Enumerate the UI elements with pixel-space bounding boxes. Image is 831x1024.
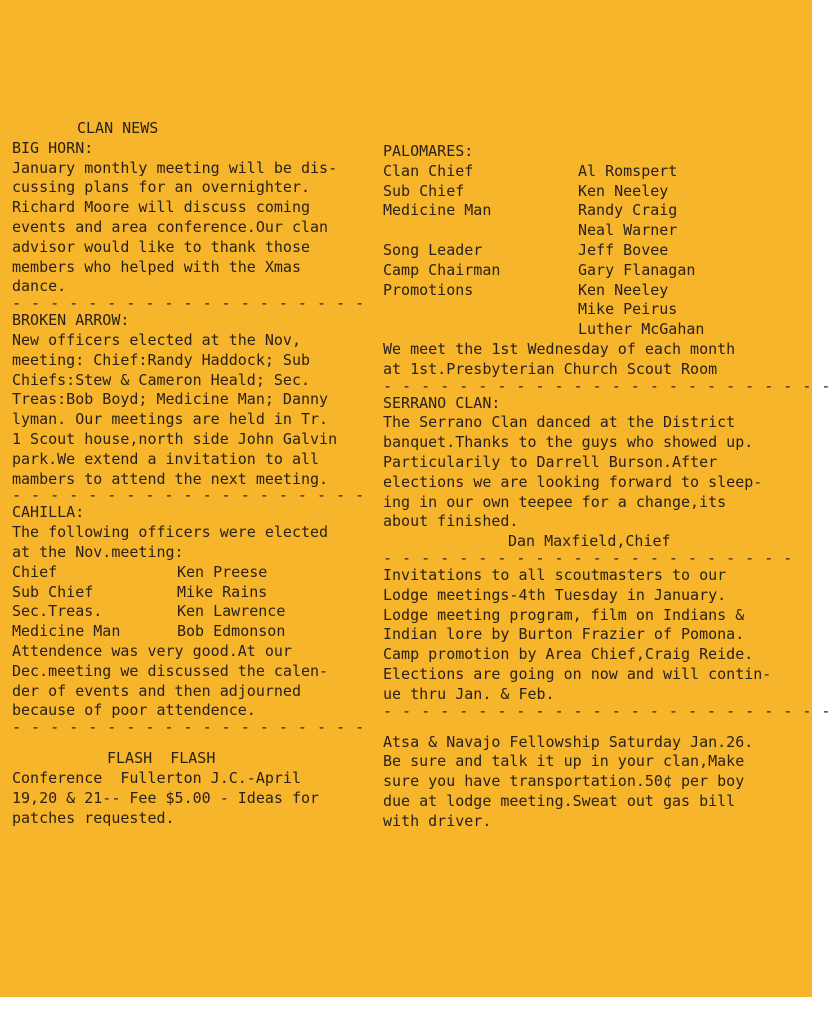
officer-role: [383, 320, 578, 340]
big-horn-line: members who helped with the Xmas: [12, 257, 301, 276]
officer-name: Neal Warner: [578, 221, 678, 240]
officer-role: Chief: [12, 562, 58, 581]
divider: - - - - - - - - - - - - - - - - - - -: [12, 718, 365, 737]
broken-arrow-section: [12, 311, 362, 489]
serrano-signature: Dan Maxfield,Chief: [508, 532, 671, 551]
officer-role: Sub Chief: [383, 181, 465, 200]
cahuilla-line: der of events and then adjourned: [12, 681, 301, 700]
broken-arrow-line: park.We extend a invitation to all: [12, 449, 320, 468]
serrano-line: ing in our own teepee for a change,its: [383, 492, 727, 511]
left-column: [12, 119, 365, 828]
officer-name: Mike Rains: [177, 582, 268, 601]
cahuilla-officer-list: [12, 563, 362, 642]
cahuilla-heading: CAHILLA:: [12, 503, 85, 522]
big-horn-line: dance.: [12, 277, 67, 296]
big-horn-line: advisor would like to thank those: [12, 237, 311, 256]
officer-role: Clan Chief: [383, 161, 474, 180]
officer-role: Promotions: [383, 280, 474, 299]
cahuilla-intro-line: at the Nov.meeting:: [12, 542, 184, 561]
officer-role: [383, 300, 578, 320]
big-horn-line: Richard Moore will discuss coming: [12, 198, 311, 217]
broken-arrow-line: 1 Scout house,north side John Galvin: [12, 429, 338, 448]
officer-role: Sub Chief: [12, 582, 94, 601]
palomares-section: [383, 142, 803, 380]
flash-line: Conference Fullerton J.C.-April: [12, 768, 301, 787]
serrano-line: Particularily to Darrell Burson.After: [383, 452, 718, 471]
big-horn-section: [12, 139, 362, 297]
lodge-line: Indian lore by Burton Frazier of Pomona.: [383, 625, 745, 644]
officer-role: Song Leader: [383, 240, 483, 259]
officer-role: Camp Chairman: [383, 260, 501, 279]
serrano-line: about finished.: [383, 512, 519, 531]
fellowship-line: Atsa & Navajo Fellowship Saturday Jan.26.: [383, 732, 754, 751]
lodge-line: Invitations to all scoutmasters to our: [383, 565, 727, 584]
serrano-line: banquet.Thanks to the guys who showed up.: [383, 433, 754, 452]
palomares-line: at 1st.Presbyterian Church Scout Room: [383, 359, 718, 378]
palomares-officer-list: [383, 162, 803, 340]
broken-arrow-line: mambers to attend the next meeting.: [12, 469, 329, 488]
officer-name: Mike Peirus: [578, 300, 678, 319]
broken-arrow-line: lyman. Our meetings are held in Tr.: [12, 410, 329, 429]
officer-name: Randy Craig: [578, 201, 678, 220]
broken-arrow-line: meeting: Chief:Randy Haddock; Sub: [12, 350, 311, 369]
divider: - - - - - - - - - - - - - - - - - - -: [12, 486, 365, 505]
divider: - - - - - - - - - - - - - - - - - - - - - - - -: [383, 376, 831, 395]
fellowship-line: Be sure and talk it up in your clan,Make: [383, 752, 745, 771]
big-horn-heading: BIG HORN:: [12, 138, 94, 157]
fellowship-section: [383, 733, 803, 832]
divider: - - - - - - - - - - - - - - - - - - - - - -: [383, 548, 793, 567]
officer-name: Gary Flanagan: [578, 260, 696, 279]
officer-name: Ken Lawrence: [177, 602, 286, 621]
lodge-section: [383, 566, 803, 705]
officer-name: Ken Preese: [177, 562, 268, 581]
page-title: CLAN NEWS: [77, 119, 159, 137]
serrano-section: [383, 394, 803, 552]
officer-name: Ken Neeley: [578, 181, 669, 200]
cahuilla-intro-line: The following officers were elected: [12, 523, 329, 542]
serrano-heading: SERRANO CLAN:: [383, 393, 501, 412]
fellowship-line: due at lodge meeting.Sweat out gas bill: [383, 791, 736, 810]
officer-role: Sec.Treas.: [12, 602, 103, 621]
palomares-line: We meet the 1st Wednesday of each month: [383, 339, 736, 358]
broken-arrow-heading: BROKEN ARROW:: [12, 311, 130, 330]
divider: - - - - - - - - - - - - - - - - - - -: [12, 294, 365, 313]
big-horn-line: events and area conference.Our clan: [12, 217, 329, 236]
lodge-line: Camp promotion by Area Chief,Craig Reide.: [383, 645, 754, 664]
broken-arrow-line: Chiefs:Stew & Cameron Heald; Sec.: [12, 370, 311, 389]
serrano-line: elections we are looking forward to sleep-: [383, 472, 763, 491]
lodge-line: Lodge meeting program, film on Indians &: [383, 605, 745, 624]
cahuilla-line: Attendence was very good.At our: [12, 641, 292, 660]
divider: - - - - - - - - - - - - - - - - - - - - - - - -: [383, 701, 831, 720]
big-horn-line: cussing plans for an overnighter.: [12, 178, 311, 197]
cahuilla-line: because of poor attendence.: [12, 701, 256, 720]
flash-heading: FLASH FLASH: [107, 749, 216, 768]
officer-name: Luther McGahan: [578, 320, 705, 339]
broken-arrow-line: New officers elected at the Nov,: [12, 330, 301, 349]
broken-arrow-line: Treas:Bob Boyd; Medicine Man; Danny: [12, 390, 329, 409]
lodge-line: ue thru Jan. & Feb.: [383, 684, 555, 703]
big-horn-line: January monthly meeting will be dis-: [12, 158, 338, 177]
fellowship-line: with driver.: [383, 811, 492, 830]
cahuilla-section: [12, 503, 362, 721]
lodge-line: Elections are going on now and will contin-: [383, 664, 772, 683]
officer-name: Jeff Bovee: [578, 240, 669, 259]
lodge-line: Lodge meetings-4th Tuesday in January.: [383, 585, 727, 604]
officer-role: Medicine Man: [12, 622, 121, 641]
officer-name: Al Romspert: [578, 161, 678, 180]
palomares-heading: PALOMARES:: [383, 142, 474, 160]
officer-name: Ken Neeley: [578, 280, 669, 299]
fellowship-line: sure you have transportation.50¢ per boy: [383, 772, 745, 791]
officer-role: [383, 221, 578, 241]
cahuilla-line: Dec.meeting we discussed the calen-: [12, 661, 329, 680]
officer-role: Medicine Man: [383, 201, 492, 220]
flash-line: 19,20 & 21-- Fee $5.00 - Ideas for: [12, 788, 320, 807]
officer-name: Bob Edmonson: [177, 622, 286, 641]
serrano-line: The Serrano Clan danced at the District: [383, 413, 736, 432]
flash-section: [12, 749, 362, 828]
flash-line: patches requested.: [12, 808, 175, 827]
right-column: [383, 142, 831, 832]
